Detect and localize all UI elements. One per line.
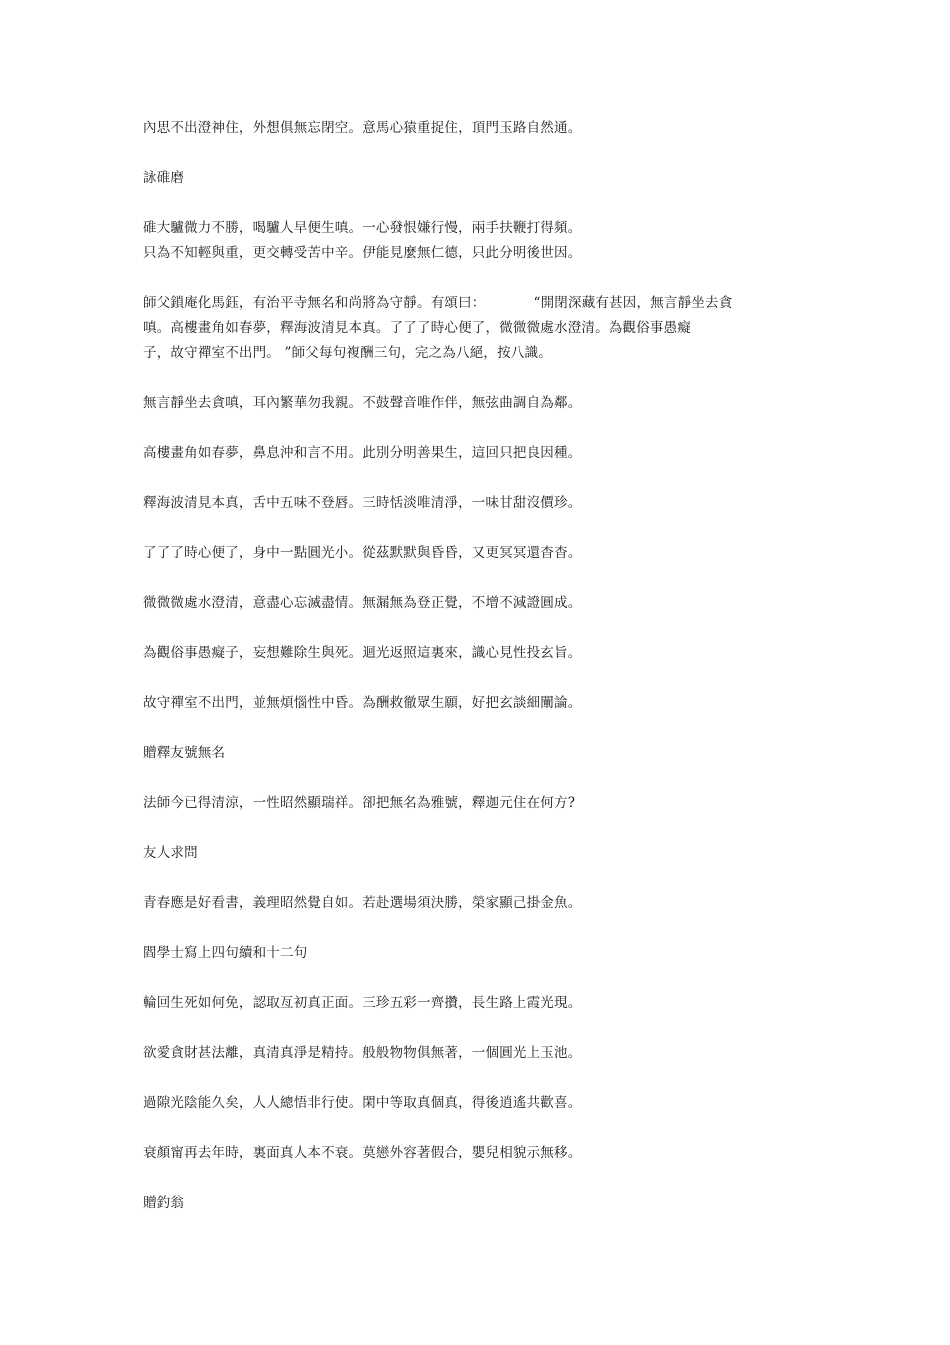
text-line: 只為不知輕與重，更交轉受苦中辛。伊能見麼無仁德，只此分明後世因。 xyxy=(143,245,582,261)
text-line: 贈釣翁 xyxy=(143,1195,185,1211)
poem-title xyxy=(143,941,793,966)
text-line: 欲愛貪財甚法離，真清真淨是精持。般般物物俱無著，一個圓光上玉池。 xyxy=(143,1045,582,1061)
text-line: 友人求問 xyxy=(143,845,198,861)
text-line: 故守禪室不出門，並無煩惱性中昏。為酬救徹眾生願，好把玄談細闡論。 xyxy=(143,695,582,711)
poem-verse xyxy=(143,1141,793,1166)
text-line: 碓大驢微力不勝，喝驢人早便生嗔。一心發恨嫌行慢，兩手扶鞭打得頻。 xyxy=(143,220,582,236)
text-line: 詠碓磨 xyxy=(143,170,185,186)
poem-title xyxy=(143,166,793,191)
poem-verse xyxy=(143,391,793,416)
text-line: 內思不出澄神住，外想俱無忘閉空。意馬心猿重捉住，頂門玉路自然通。 xyxy=(143,120,582,136)
text-line: 青春應是好看書，義理昭然覺自如。若赴選場須決勝，榮家顯己掛金魚。 xyxy=(143,895,582,911)
poem-verse xyxy=(143,1091,793,1116)
poem-verse xyxy=(143,541,793,566)
text-line: 嗔。高樓畫角如春夢，釋海波清見本真。了了了時心便了，微微微處水澄清。為觀俗事愚癡 xyxy=(143,320,691,336)
text-line: 法師今已得清涼，一性昭然顯瑞祥。卻把無名為雅號，釋迦元住在何方? xyxy=(143,795,576,811)
poem-verse xyxy=(143,116,793,141)
text-line: 輪回生死如何免，認取亙初真正面。三珍五彩一齊攢，長生路上霞光現。 xyxy=(143,995,582,1011)
poem-verse xyxy=(143,591,793,616)
text-line: 了了了時心便了，身中一點圓光小。從茲默默與昏昏，又更冥冥還杳杳。 xyxy=(143,545,582,561)
poem-verse xyxy=(143,891,793,916)
text-line: 無言靜坐去貪嗔，耳內繁華勿我親。不鼓聲音唯作伴，無弦曲調自為鄰。 xyxy=(143,395,582,411)
poem-title xyxy=(143,841,793,866)
text-line: 子，故守禪室不出門。 ”師父每句複酬三句，完之為八絕，按八識。 xyxy=(143,345,552,361)
poem-verse xyxy=(143,1041,793,1066)
text-line: 閻學士寫上四句續和十二句 xyxy=(143,945,308,961)
poem-verse xyxy=(143,691,793,716)
text-segment: 師父鎖庵化馬鈺，有治平寺無名和尚將為守靜。有頌曰： xyxy=(143,295,486,311)
prose-paragraph xyxy=(143,291,793,366)
text-segment: “開閉深藏有甚因，無言靜坐去貪 xyxy=(533,295,733,311)
text-line xyxy=(143,291,793,316)
poem-verse xyxy=(143,991,793,1016)
text-line: 釋海波清見本真，舌中五味不登唇。三時恬淡唯清淨，一味甘甜沒價珍。 xyxy=(143,495,582,511)
poem-verse xyxy=(143,641,793,666)
text-line: 為觀俗事愚癡子，妄想難除生與死。迴光返照這裏來，識心見性投玄旨。 xyxy=(143,645,582,661)
text-line: 微微微處水澄清，意盡心忘滅盡情。無漏無為登正覺，不增不減證圓成。 xyxy=(143,595,582,611)
poem-verse xyxy=(143,791,793,816)
poem-verse xyxy=(143,491,793,516)
text-line: 高樓畫角如春夢，鼻息沖和言不用。此別分明善果生，這回只把良因種。 xyxy=(143,445,582,461)
text-line: 贈釋友號無名 xyxy=(143,745,226,761)
poem-verse xyxy=(143,216,793,266)
poem-title xyxy=(143,741,793,766)
text-line: 衰顏甯再去年時，裏面真人本不衰。莫戀外容著假合，嬰兒相貌示無移。 xyxy=(143,1145,582,1161)
text-line: 過隙光陰能久矣，人人總悟非行使。閑中等取真個真，得後逍遙共歡喜。 xyxy=(143,1095,582,1111)
poem-verse xyxy=(143,441,793,466)
poem-title xyxy=(143,1191,793,1216)
